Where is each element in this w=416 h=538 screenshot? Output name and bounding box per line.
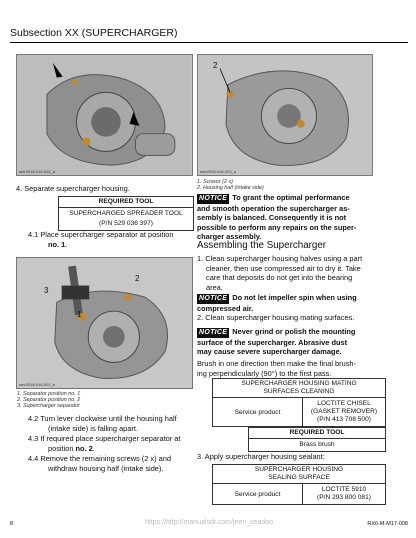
section-heading: Assembling the Supercharger xyxy=(197,240,327,251)
callout-3: 3 xyxy=(44,286,49,295)
table-header-line: SURFACES CLEANING xyxy=(263,388,335,395)
required-tool-table xyxy=(248,427,386,452)
notice-text: Never grind or polish the mounting xyxy=(232,327,356,336)
notice-text: sembly is balanced. Consequently it is not xyxy=(197,213,347,223)
table-header xyxy=(213,379,385,398)
photo-3-caption xyxy=(17,391,80,410)
page-header xyxy=(10,27,408,43)
caption-line: 2. Separator position no. 2 xyxy=(17,397,81,404)
figure-code: smr2016-016-002_b xyxy=(19,382,56,387)
notice-text: compressed air. xyxy=(197,303,254,313)
notice-text: surface of the supercharger. Abrasive dust xyxy=(197,337,348,347)
text-line: ing perpendicularly (90°) to the first pass. xyxy=(197,368,332,378)
step-line: care that deposits do not get into the bearing xyxy=(206,273,353,283)
product-line: (GASKET REMOVER) xyxy=(310,408,378,415)
table-header-line: SUPERCHARGER HOUSING xyxy=(254,466,344,473)
assembly-step-1 xyxy=(197,254,409,292)
product-line: LOCTITE 5910 xyxy=(321,486,367,493)
step-line: . xyxy=(92,443,95,453)
notice-balanced xyxy=(197,193,409,242)
caption-line: 1. Screws (2 x) xyxy=(197,179,233,185)
supercharger-photo-1 xyxy=(16,54,193,176)
callout-1: 1 xyxy=(77,310,82,319)
watermark: https://http://manualsdr.com/jeen_seadoo xyxy=(145,519,274,526)
notice-grind xyxy=(197,327,409,357)
step-4-1 xyxy=(28,230,173,249)
step-line: 4.4 Remove the remaining screws (2 x) and xyxy=(28,454,171,463)
step-4: 4. Separate supercharger housing. xyxy=(16,184,130,193)
page-number: 8 xyxy=(10,521,14,527)
step-line: 4.3 If required place supercharger separator at xyxy=(28,434,181,443)
assembly-step-3: 3. Apply supercharger housing sealant: xyxy=(197,452,325,461)
step-line: (intake side) is falling apart. xyxy=(48,423,138,433)
supercharger-illustration xyxy=(17,55,192,175)
step-4-2 xyxy=(28,414,177,433)
table-header xyxy=(213,465,385,484)
supercharger-photo-2 xyxy=(197,54,373,176)
notice-text: charger assembly. xyxy=(197,232,262,242)
step-line: 4.1 Place supercharger separator at position xyxy=(28,230,174,239)
position-ref: no. 2 xyxy=(75,443,93,453)
step-line: position xyxy=(48,443,74,453)
supercharger-illustration xyxy=(198,55,372,175)
supercharger-photo-3 xyxy=(16,257,193,389)
figure-code: smr2016-016-002_a xyxy=(19,169,56,174)
service-product-label: Service product xyxy=(213,398,303,426)
assembly-step-2: 2. Clean supercharger housing mating surfaces. xyxy=(197,313,355,322)
step-line: 4.2 Turn lever clockwise until the housing half xyxy=(28,414,177,423)
product-line: (P/N 293 800 081) xyxy=(317,494,371,501)
product-line: LOCTITE CHISEL xyxy=(317,400,371,407)
figure-code: smr2016-016-003_a xyxy=(200,169,237,174)
position-ref: no. 1 xyxy=(48,239,66,249)
caption-line: 1. Separator position no. 1 xyxy=(17,391,81,397)
callout-2: 2 xyxy=(213,61,218,70)
notice-label: NOTICE xyxy=(199,195,228,202)
step-line: withdraw housing half (intake side). xyxy=(48,463,164,473)
table-row xyxy=(213,398,385,426)
photo-2-caption xyxy=(197,179,264,191)
table-header: REQUIRED TOOL xyxy=(59,197,193,208)
document-code: RX6-M-M17-008 xyxy=(367,521,408,527)
sealing-surface-table xyxy=(212,464,386,505)
service-product-value xyxy=(303,398,385,426)
table-row xyxy=(213,484,385,504)
notice-text: Do not let impeller spin when using xyxy=(232,293,357,302)
step-line: . xyxy=(65,239,68,249)
tool-part-number: (P/N 529 036 397) xyxy=(99,220,153,227)
mating-surfaces-cleaning-table xyxy=(212,378,386,427)
caption-line: 2. Housing half (intake side) xyxy=(197,185,264,192)
callout-2: 2 xyxy=(135,274,140,283)
supercharger-separator-illustration xyxy=(17,258,192,388)
step-line: area. xyxy=(206,282,223,292)
notice-text: may cause severe supercharger damage. xyxy=(197,347,342,357)
notice-impeller xyxy=(197,293,409,313)
section-title: Subsection XX (SUPERCHARGER) xyxy=(10,27,178,39)
notice-text: and smooth operation the supercharger as- xyxy=(197,203,350,213)
brush-instruction xyxy=(197,359,409,378)
notice-label: NOTICE xyxy=(199,295,228,302)
service-product-value xyxy=(303,484,385,504)
tool-name: SUPERCHARGED SPREADER TOOL xyxy=(69,210,183,217)
text-line: Brush in one direction then make the final brush- xyxy=(197,359,356,368)
step-4-4 xyxy=(28,454,171,473)
tool-name: Brass brush xyxy=(299,441,335,448)
notice-label: NOTICE xyxy=(199,329,228,336)
notice-text: possible to perform any repairs on the super- xyxy=(197,222,357,232)
table-header-line: SEALING SURFACE xyxy=(268,474,330,481)
caption-line: 3. Supercharger separator xyxy=(17,403,80,410)
step-4-3 xyxy=(28,434,180,453)
table-header: REQUIRED TOOL xyxy=(249,428,385,439)
table-header-line: SUPERCHARGER HOUSING MATING xyxy=(241,380,357,387)
notice-text: To grant the optimal performance xyxy=(232,193,350,202)
step-line: cleaner, then use compressed air to dry it. Take xyxy=(206,263,361,273)
step-line: 1. Clean supercharger housing halves using a part xyxy=(197,254,363,263)
service-product-label: Service product xyxy=(213,484,303,504)
product-line: (P/N 413 708 500) xyxy=(317,416,371,423)
required-tool-table xyxy=(58,196,194,231)
